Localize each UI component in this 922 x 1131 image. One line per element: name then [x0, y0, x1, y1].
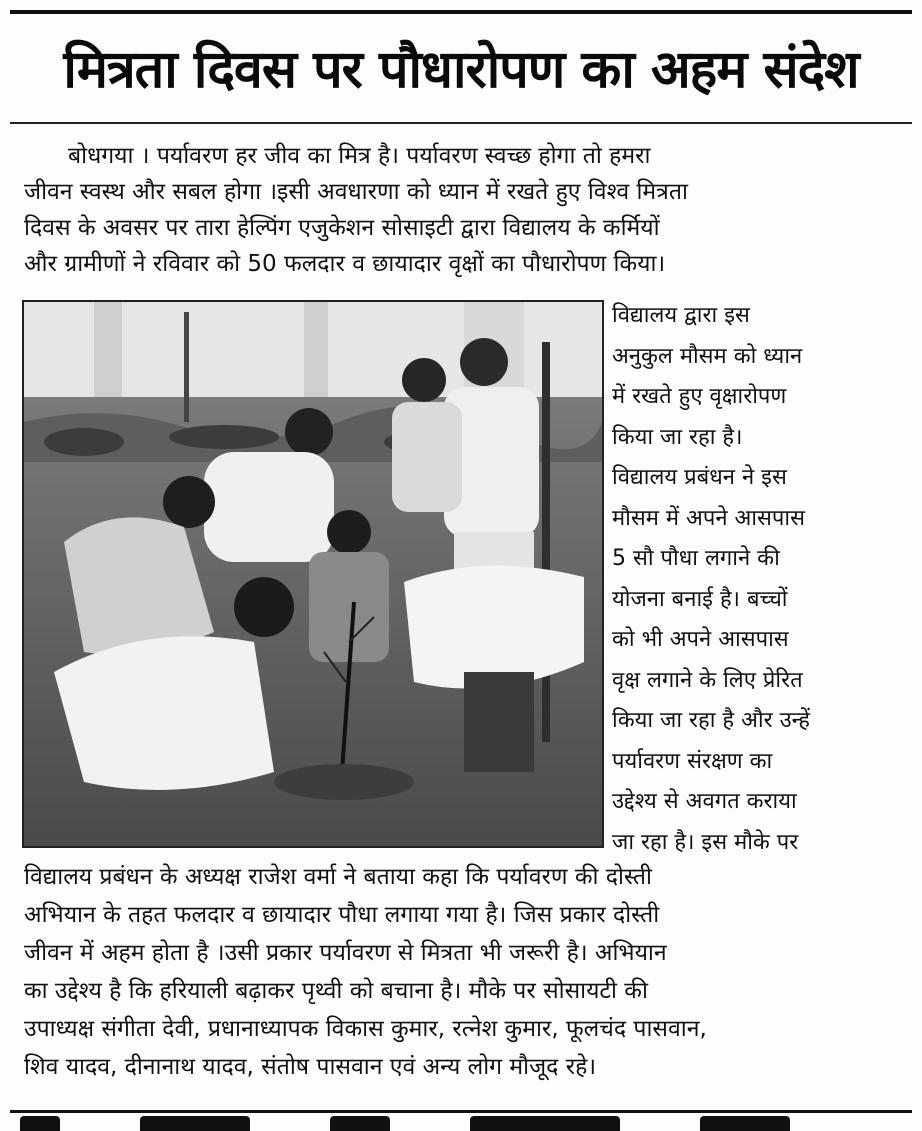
closing-line: अभियान के तहत फलदार व छायादार पौधा लगाया गया है। जिस प्रकार दोस्ती [24, 902, 660, 928]
next-article-headline-fragment [20, 1116, 902, 1131]
intro-line: बोधगया । पर्यावरण हर जीव का मित्र है। पर्यावरण स्वच्छ होगा तो हमरा [68, 143, 651, 169]
side-line: जा रहा है। इस मौके पर [612, 829, 799, 855]
closing-line: जीवन में अहम होता है ।उसी प्रकार पर्यावरण से मित्रता भी जरूरी है। अभियान [24, 940, 667, 966]
closing-line: का उद्देश्य है कि हरियाली बढ़ाकर पृथ्वी को बचाना है। मौके पर सोसायटी की [24, 978, 648, 1004]
side-line: अनुकुल मौसम को ध्यान [612, 343, 803, 369]
side-line: में रखते हुए वृक्षारोपण [612, 384, 787, 409]
side-line: विद्यालय प्रबंधन ने इस [612, 465, 787, 490]
side-line: किया जा रहा है और उन्हें [612, 708, 810, 733]
intro-line: दिवस के अवसर पर तारा हेल्पिंग एजुकेशन सोसाइटी द्वारा विद्यालय के कर्मियों [24, 215, 660, 241]
intro-line: जीवन स्वस्थ और सबल होगा ।इसी अवधारणा को ध्यान में रखते हुए विश्व मित्रता [24, 179, 688, 205]
headline [14, 22, 908, 118]
top-rule [10, 10, 912, 14]
closing-line: उपाध्यक्ष संगीता देवी, प्रधानाध्यापक विकास कुमार, रत्नेश कुमार, फूलचंद पासवान, [24, 1016, 707, 1042]
closing-paragraph [24, 858, 900, 1086]
side-line: योजना बनाई है। बच्चों [612, 586, 788, 612]
side-line: किया जा रहा है। [612, 424, 743, 450]
news-photo [22, 300, 604, 848]
side-line: पर्यावरण संरक्षण का [612, 748, 773, 774]
side-line: विद्यालय द्वारा इस [612, 303, 750, 328]
side-line: 5 सौ पौधा लगाने की [612, 546, 780, 571]
intro-line: और ग्रामीणों ने रविवार को 50 फलदार व छायादार वृक्षों का पौधारोपण किया। [24, 251, 666, 277]
side-line: को भी अपने आसपास [612, 627, 789, 652]
intro-paragraph [24, 138, 900, 282]
side-line: उद्देश्य से अवगत कराया [612, 789, 797, 814]
bottom-rule [10, 1110, 912, 1113]
side-column [612, 296, 902, 863]
headline-rule [10, 122, 912, 124]
side-line: वृक्ष लगाने के लिए प्रेरित [612, 667, 803, 693]
closing-line: शिव यादव, दीनानाथ यादव, संतोष पासवान एवं अन्य लोग मौजूद रहे। [24, 1054, 597, 1080]
side-line: मौसम में अपने आसपास [612, 505, 805, 531]
headline-text: मित्रता दिवस पर पौधारोपण का अहम संदेश [63, 40, 859, 100]
closing-line: विद्यालय प्रबंधन के अध्यक्ष राजेश वर्मा ने बताया कहा कि पर्यावरण की दोस्ती [24, 864, 652, 890]
planting-photo-illustration [24, 302, 602, 846]
